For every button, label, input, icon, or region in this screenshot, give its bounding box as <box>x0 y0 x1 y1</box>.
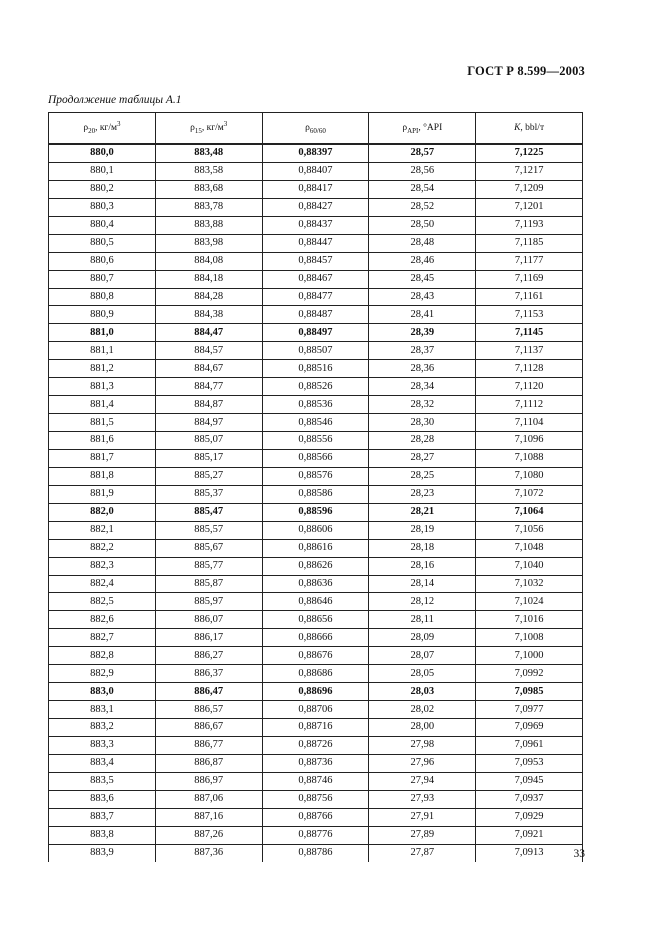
table-cell: 881,5 <box>49 414 156 432</box>
column-header-sub: 15 <box>194 127 202 136</box>
column-header-unit: , °API <box>418 123 443 134</box>
table-cell: 881,2 <box>49 360 156 378</box>
table-row <box>49 198 583 216</box>
table-cell: 0,88766 <box>262 808 369 826</box>
table-cell: 886,87 <box>155 754 262 772</box>
table-cell: 0,88397 <box>262 144 369 162</box>
table-cell: 883,1 <box>49 701 156 719</box>
table-cell: 882,6 <box>49 611 156 629</box>
table-cell: 880,1 <box>49 162 156 180</box>
table-cell: 882,1 <box>49 521 156 539</box>
table-cell: 0,88686 <box>262 665 369 683</box>
table-cell: 7,1008 <box>476 629 583 647</box>
table-row <box>49 521 583 539</box>
table-cell: 28,16 <box>369 557 476 575</box>
table-cell: 0,88417 <box>262 180 369 198</box>
table-row <box>49 593 583 611</box>
table-cell: 0,88477 <box>262 288 369 306</box>
table-row <box>49 539 583 557</box>
table-cell: 886,47 <box>155 683 262 701</box>
table-cell: 0,88786 <box>262 844 369 861</box>
table-cell: 7,0921 <box>476 826 583 844</box>
table-cell: 0,88716 <box>262 719 369 737</box>
header-row <box>49 113 583 145</box>
table-row <box>49 826 583 844</box>
table-cell: 881,6 <box>49 432 156 450</box>
table-cell: 882,5 <box>49 593 156 611</box>
table-cell: 7,1185 <box>476 234 583 252</box>
table-cell: 883,7 <box>49 808 156 826</box>
table-row <box>49 324 583 342</box>
table-cell: 28,23 <box>369 485 476 503</box>
table-cell: 886,97 <box>155 772 262 790</box>
table-cell: 28,14 <box>369 575 476 593</box>
table-cell: 883,8 <box>49 826 156 844</box>
table-cell: 7,1016 <box>476 611 583 629</box>
table-cell: 7,0977 <box>476 701 583 719</box>
table-cell: 7,1000 <box>476 647 583 665</box>
table-cell: 7,0969 <box>476 719 583 737</box>
table-row <box>49 342 583 360</box>
table-cell: 7,0945 <box>476 772 583 790</box>
table-cell: 884,38 <box>155 306 262 324</box>
table-row <box>49 754 583 772</box>
column-header-sub: 20 <box>88 127 96 136</box>
page-number: 33 <box>573 848 585 860</box>
table-cell: 884,47 <box>155 324 262 342</box>
table-row <box>49 736 583 754</box>
table-cell: 7,0913 <box>476 844 583 861</box>
table-cell: 28,39 <box>369 324 476 342</box>
table-cell: 28,21 <box>369 503 476 521</box>
table-cell: 887,36 <box>155 844 262 861</box>
table-cell: 7,0985 <box>476 683 583 701</box>
table-cell: 7,1104 <box>476 414 583 432</box>
table-cell: 0,88437 <box>262 216 369 234</box>
table-row <box>49 396 583 414</box>
table-cell: 0,88536 <box>262 396 369 414</box>
table-cell: 0,88706 <box>262 701 369 719</box>
table-cell: 883,9 <box>49 844 156 861</box>
table-cell: 7,1096 <box>476 432 583 450</box>
table-cell: 0,88487 <box>262 306 369 324</box>
table-cell: 0,88696 <box>262 683 369 701</box>
table-cell: 883,4 <box>49 754 156 772</box>
table-row <box>49 270 583 288</box>
table-cell: 0,88516 <box>262 360 369 378</box>
table-cell: 7,1032 <box>476 575 583 593</box>
table-row <box>49 719 583 737</box>
table-cell: 7,0992 <box>476 665 583 683</box>
table-cell: 881,1 <box>49 342 156 360</box>
column-header <box>49 113 156 145</box>
table-cell: 883,98 <box>155 234 262 252</box>
table-row <box>49 449 583 467</box>
table-cell: 887,06 <box>155 790 262 808</box>
table-cell: 884,28 <box>155 288 262 306</box>
table-cell: 887,16 <box>155 808 262 826</box>
table-cell: 885,67 <box>155 539 262 557</box>
table-cell: 885,27 <box>155 467 262 485</box>
table-cell: 882,9 <box>49 665 156 683</box>
table-cell: 880,5 <box>49 234 156 252</box>
table-cell: 880,6 <box>49 252 156 270</box>
column-header-sub: API <box>407 127 419 136</box>
table-cell: 883,88 <box>155 216 262 234</box>
table-cell: 885,97 <box>155 593 262 611</box>
table-cell: 27,91 <box>369 808 476 826</box>
table-cell: 0,88467 <box>262 270 369 288</box>
table-cell: 886,67 <box>155 719 262 737</box>
table-cell: 28,00 <box>369 719 476 737</box>
table-cell: 885,37 <box>155 485 262 503</box>
table-cell: 884,67 <box>155 360 262 378</box>
table-cell: 27,98 <box>369 736 476 754</box>
column-header-sym: ρ <box>402 123 408 134</box>
table-cell: 880,2 <box>49 180 156 198</box>
table-cell: 27,94 <box>369 772 476 790</box>
table-cell: 887,26 <box>155 826 262 844</box>
table-cell: 7,1120 <box>476 378 583 396</box>
table-cell: 880,3 <box>49 198 156 216</box>
table-header <box>49 113 583 145</box>
table-cell: 0,88746 <box>262 772 369 790</box>
table-cell: 7,1201 <box>476 198 583 216</box>
table-cell: 881,8 <box>49 467 156 485</box>
table-cell: 0,88616 <box>262 539 369 557</box>
column-header-sup: 3 <box>223 120 228 129</box>
table-row <box>49 503 583 521</box>
table-cell: 28,56 <box>369 162 476 180</box>
table-cell: 0,88776 <box>262 826 369 844</box>
table-row <box>49 360 583 378</box>
table-cell: 28,45 <box>369 270 476 288</box>
table-cell: 0,88407 <box>262 162 369 180</box>
table-cell: 884,18 <box>155 270 262 288</box>
table-cell: 882,8 <box>49 647 156 665</box>
table-cell: 28,54 <box>369 180 476 198</box>
table-cell: 0,88586 <box>262 485 369 503</box>
column-header-sym: ρ <box>83 123 89 134</box>
table-cell: 7,1112 <box>476 396 583 414</box>
table-cell: 28,27 <box>369 449 476 467</box>
table-cell: 883,78 <box>155 198 262 216</box>
table-cell: 7,1225 <box>476 144 583 162</box>
table-cell: 7,1048 <box>476 539 583 557</box>
table-row <box>49 844 583 861</box>
table-cell: 0,88497 <box>262 324 369 342</box>
table-cell: 885,07 <box>155 432 262 450</box>
table-row <box>49 575 583 593</box>
table-cell: 28,57 <box>369 144 476 162</box>
table-cell: 7,1177 <box>476 252 583 270</box>
table-cell: 0,88756 <box>262 790 369 808</box>
table-cell: 28,02 <box>369 701 476 719</box>
table-cell: 880,8 <box>49 288 156 306</box>
table-cell: 28,37 <box>369 342 476 360</box>
table-row <box>49 467 583 485</box>
table-row <box>49 701 583 719</box>
table-cell: 7,1128 <box>476 360 583 378</box>
column-header-unit: , кг/м <box>95 123 117 134</box>
table-cell: 0,88736 <box>262 754 369 772</box>
table-cell: 28,34 <box>369 378 476 396</box>
table-cell: 28,36 <box>369 360 476 378</box>
column-header-unit: , кг/м <box>201 123 224 134</box>
table-cell: 7,1169 <box>476 270 583 288</box>
table-cell: 7,1080 <box>476 467 583 485</box>
table-cell: 0,88726 <box>262 736 369 754</box>
table-cell: 886,07 <box>155 611 262 629</box>
table-cell: 28,28 <box>369 432 476 450</box>
table-cell: 0,88447 <box>262 234 369 252</box>
table-cell: 7,1209 <box>476 180 583 198</box>
table-cell: 0,88546 <box>262 414 369 432</box>
table-cell: 0,88427 <box>262 198 369 216</box>
table-body <box>49 144 583 862</box>
table-row <box>49 647 583 665</box>
table-cell: 7,1145 <box>476 324 583 342</box>
table-cell: 886,17 <box>155 629 262 647</box>
table-cell: 28,41 <box>369 306 476 324</box>
table-cell: 0,88596 <box>262 503 369 521</box>
table-cell: 7,1040 <box>476 557 583 575</box>
table-cell: 27,93 <box>369 790 476 808</box>
table-cell: 885,47 <box>155 503 262 521</box>
table-row <box>49 144 583 162</box>
table-cell: 28,03 <box>369 683 476 701</box>
table-cell: 0,88656 <box>262 611 369 629</box>
table-cell: 7,1024 <box>476 593 583 611</box>
table-row <box>49 557 583 575</box>
table-row <box>49 485 583 503</box>
table-row <box>49 180 583 198</box>
table-cell: 0,88606 <box>262 521 369 539</box>
table-cell: 883,68 <box>155 180 262 198</box>
table-row <box>49 790 583 808</box>
table-cell: 28,32 <box>369 396 476 414</box>
table-row <box>49 665 583 683</box>
table-cell: 882,7 <box>49 629 156 647</box>
column-header <box>155 113 262 145</box>
table-cell: 0,88457 <box>262 252 369 270</box>
table-cell: 7,1064 <box>476 503 583 521</box>
table-cell: 881,0 <box>49 324 156 342</box>
table-cell: 886,27 <box>155 647 262 665</box>
table-cell: 28,18 <box>369 539 476 557</box>
table-cell: 27,96 <box>369 754 476 772</box>
table-cell: 884,87 <box>155 396 262 414</box>
table-cell: 882,3 <box>49 557 156 575</box>
table-cell: 886,77 <box>155 736 262 754</box>
table-cell: 28,07 <box>369 647 476 665</box>
column-header-sym: ρ <box>190 123 195 134</box>
table-cell: 0,88646 <box>262 593 369 611</box>
table-cell: 28,09 <box>369 629 476 647</box>
table-cell: 28,43 <box>369 288 476 306</box>
table-row <box>49 288 583 306</box>
table-cell: 0,88556 <box>262 432 369 450</box>
table-cell: 7,0961 <box>476 736 583 754</box>
table-cell: 27,87 <box>369 844 476 861</box>
column-header-sub: 60/60 <box>309 127 326 136</box>
table-cell: 883,5 <box>49 772 156 790</box>
table-cell: 28,05 <box>369 665 476 683</box>
table-cell: 882,4 <box>49 575 156 593</box>
table-cell: 0,88566 <box>262 449 369 467</box>
table-cell: 881,9 <box>49 485 156 503</box>
table-cell: 885,57 <box>155 521 262 539</box>
table-row <box>49 772 583 790</box>
table-cell: 7,1153 <box>476 306 583 324</box>
table-cell: 0,88576 <box>262 467 369 485</box>
table-cell: 0,88626 <box>262 557 369 575</box>
table-cell: 880,4 <box>49 216 156 234</box>
table-cell: 883,3 <box>49 736 156 754</box>
column-header-unit: , bbl/т <box>520 123 545 134</box>
table-cell: 28,46 <box>369 252 476 270</box>
table-cell: 885,77 <box>155 557 262 575</box>
table-cell: 880,9 <box>49 306 156 324</box>
table-cell: 28,30 <box>369 414 476 432</box>
table-cell: 881,7 <box>49 449 156 467</box>
table-row <box>49 216 583 234</box>
table-cell: 0,88636 <box>262 575 369 593</box>
table-cell: 7,0937 <box>476 790 583 808</box>
table-cell: 883,0 <box>49 683 156 701</box>
table-row <box>49 162 583 180</box>
table-cell: 7,1193 <box>476 216 583 234</box>
table-row <box>49 252 583 270</box>
table-cell: 28,12 <box>369 593 476 611</box>
table-cell: 7,1217 <box>476 162 583 180</box>
column-header-sym: K <box>514 123 521 134</box>
table-cell: 880,7 <box>49 270 156 288</box>
table-caption: Продолжение таблицы А.1 <box>48 94 182 106</box>
column-header <box>262 113 369 145</box>
table-cell: 28,19 <box>369 521 476 539</box>
table-cell: 28,50 <box>369 216 476 234</box>
table-cell: 7,1072 <box>476 485 583 503</box>
table-row <box>49 306 583 324</box>
table-cell: 28,11 <box>369 611 476 629</box>
table-cell: 884,08 <box>155 252 262 270</box>
table-cell: 7,1161 <box>476 288 583 306</box>
table-cell: 28,48 <box>369 234 476 252</box>
column-header <box>476 113 583 145</box>
table-cell: 885,87 <box>155 575 262 593</box>
table-cell: 28,25 <box>369 467 476 485</box>
column-header <box>369 113 476 145</box>
table-cell: 882,2 <box>49 539 156 557</box>
table-cell: 886,37 <box>155 665 262 683</box>
table-row <box>49 432 583 450</box>
table-row <box>49 629 583 647</box>
document-standard-title: ГОСТ Р 8.599—2003 <box>467 64 585 78</box>
table-cell: 883,48 <box>155 144 262 162</box>
table-cell: 882,0 <box>49 503 156 521</box>
table-cell: 885,17 <box>155 449 262 467</box>
table-cell: 7,1056 <box>476 521 583 539</box>
data-table <box>48 112 583 862</box>
table-row <box>49 234 583 252</box>
table-cell: 0,88676 <box>262 647 369 665</box>
table-row <box>49 611 583 629</box>
table-cell: 0,88666 <box>262 629 369 647</box>
table-cell: 7,0953 <box>476 754 583 772</box>
table-cell: 27,89 <box>369 826 476 844</box>
table-cell: 880,0 <box>49 144 156 162</box>
table-cell: 28,52 <box>369 198 476 216</box>
table-cell: 0,88526 <box>262 378 369 396</box>
table-cell: 884,97 <box>155 414 262 432</box>
table-row <box>49 808 583 826</box>
table-cell: 881,4 <box>49 396 156 414</box>
table-cell: 886,57 <box>155 701 262 719</box>
table-cell: 881,3 <box>49 378 156 396</box>
table-cell: 884,57 <box>155 342 262 360</box>
table-cell: 883,58 <box>155 162 262 180</box>
table-row <box>49 683 583 701</box>
table-cell: 7,1088 <box>476 449 583 467</box>
table-cell: 883,2 <box>49 719 156 737</box>
table-cell: 7,0929 <box>476 808 583 826</box>
table-cell: 883,6 <box>49 790 156 808</box>
table-row <box>49 414 583 432</box>
column-header-sup: 3 <box>116 120 121 129</box>
table-row <box>49 378 583 396</box>
table-cell: 0,88507 <box>262 342 369 360</box>
table-cell: 7,1137 <box>476 342 583 360</box>
table-cell: 884,77 <box>155 378 262 396</box>
column-header-sym: ρ <box>305 123 310 134</box>
